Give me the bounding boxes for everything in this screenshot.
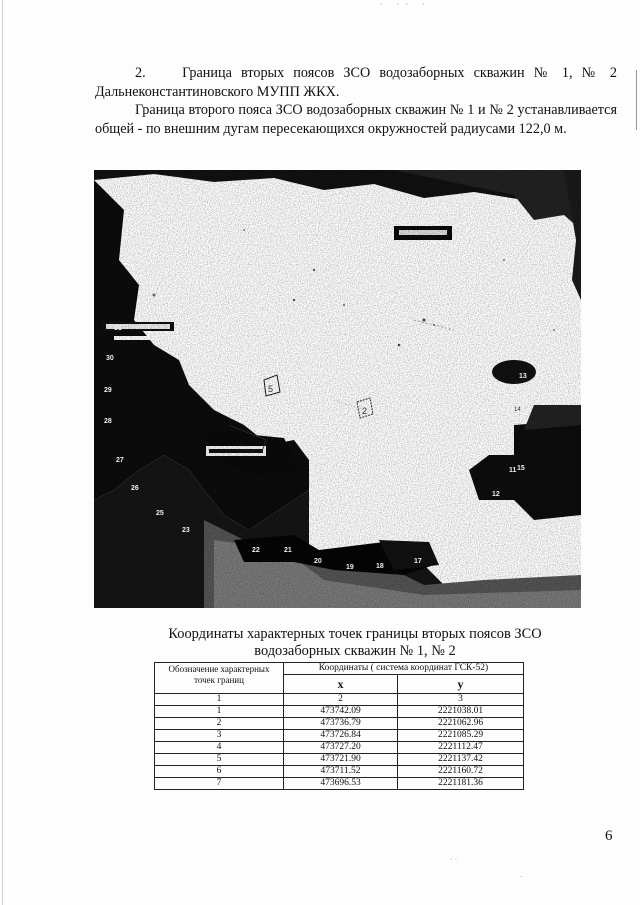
table-cell-n: 2: [155, 718, 284, 730]
table-cell-n: 4: [155, 742, 284, 754]
paragraph-end-text: радиусами 122,0 м.: [450, 120, 567, 137]
map-label-29: 29: [104, 387, 112, 394]
scan-noise-bottom: · ·: [450, 855, 458, 864]
map-label-26: 26: [131, 485, 139, 492]
table-cell-n: 1: [155, 706, 284, 718]
coordinate-rows: [155, 706, 524, 790]
map-label-27: 27: [116, 457, 124, 464]
well-marker-14: 14: [514, 407, 521, 413]
map-label-25: 25: [156, 510, 164, 517]
map-label-23: 23: [182, 527, 190, 534]
table-row: [155, 754, 524, 766]
map-label-20: 20: [314, 558, 322, 565]
table-cell-x: 473721.90: [284, 754, 398, 766]
table-cell-x: 473736.79: [284, 718, 398, 730]
table-cell-y: 2221160.72: [398, 766, 524, 778]
table-cell-y: 2221137.42: [398, 754, 524, 766]
table-row: [155, 706, 524, 718]
paragraph-main-text: Граница второго пояса ЗСО водозаборных скважин № 1 и № 2 устанавливается общей - по внешним дугам пересекающихся окружностей: [95, 102, 617, 137]
header-y: у: [398, 675, 524, 694]
table-row: [155, 778, 524, 790]
table-cell-y: 2221085.29: [398, 730, 524, 742]
table-cell-x: 473696.53: [284, 778, 398, 790]
page-number: 6: [605, 828, 613, 844]
col-number-2: 2: [284, 694, 398, 706]
table-cell-x: 473742.09: [284, 706, 398, 718]
table-row: [155, 730, 524, 742]
table-cell-y: 2221062.96: [398, 718, 524, 730]
table-cell-x: 473711.52: [284, 766, 398, 778]
table-cell-n: 5: [155, 754, 284, 766]
table-cell-n: 6: [155, 766, 284, 778]
map-label-21: 21: [284, 547, 292, 554]
table-cell-x: 473727.20: [284, 742, 398, 754]
table-cell-y: 2221038.01: [398, 706, 524, 718]
map-label-11: 11: [509, 467, 517, 474]
scan-edge-right: [636, 70, 637, 130]
table-cell-n: 3: [155, 730, 284, 742]
table-row: [155, 742, 524, 754]
col-number-1: 1: [155, 694, 284, 706]
table-cell-x: 473726.84: [284, 730, 398, 742]
header-point-name: Обозначение характерных точек границ: [155, 663, 284, 694]
header-coordinates: Координаты ( система координат ГСК-52): [284, 663, 524, 675]
paragraph-boundary-description: [95, 101, 617, 138]
map-label-17: 17: [414, 558, 422, 565]
scan-edge-left: [2, 0, 3, 905]
paragraph-boundary-title: 2. Граница вторых поясов ЗСО водозаборных скважин № 1, № 2 Дальнеконстантиновского МУПП ЖКХ.: [95, 65, 617, 100]
map-label-30: 30: [106, 355, 114, 362]
scan-noise: · ·· ·: [380, 0, 431, 9]
map-label-19: 19: [346, 564, 354, 571]
building-number-2: 2: [362, 406, 368, 416]
table-caption: Координаты характерных точек границы вторых поясов ЗСО водозаборных скважин № 1, № 2: [168, 626, 542, 659]
table-cell-n: 7: [155, 778, 284, 790]
map-label-22: 22: [252, 547, 260, 554]
map-label-12: 12: [492, 491, 500, 498]
map-label-28: 28: [104, 418, 112, 425]
map-label-13: 13: [519, 373, 527, 380]
coordinates-table: [154, 662, 524, 790]
zone-map-image: [94, 170, 581, 608]
table-row: [155, 766, 524, 778]
table-cell-y: 2221112.47: [398, 742, 524, 754]
col-number-3: 3: [398, 694, 524, 706]
table-row: [155, 718, 524, 730]
table-cell-y: 2221181.36: [398, 778, 524, 790]
scan-noise-bottom-2: .: [520, 870, 522, 879]
map-label-31: 31: [114, 325, 122, 332]
map-label-18: 18: [376, 563, 384, 570]
header-x: x: [284, 675, 398, 694]
building-number-5: 5: [268, 384, 274, 394]
map-label-15: 15: [517, 465, 525, 472]
